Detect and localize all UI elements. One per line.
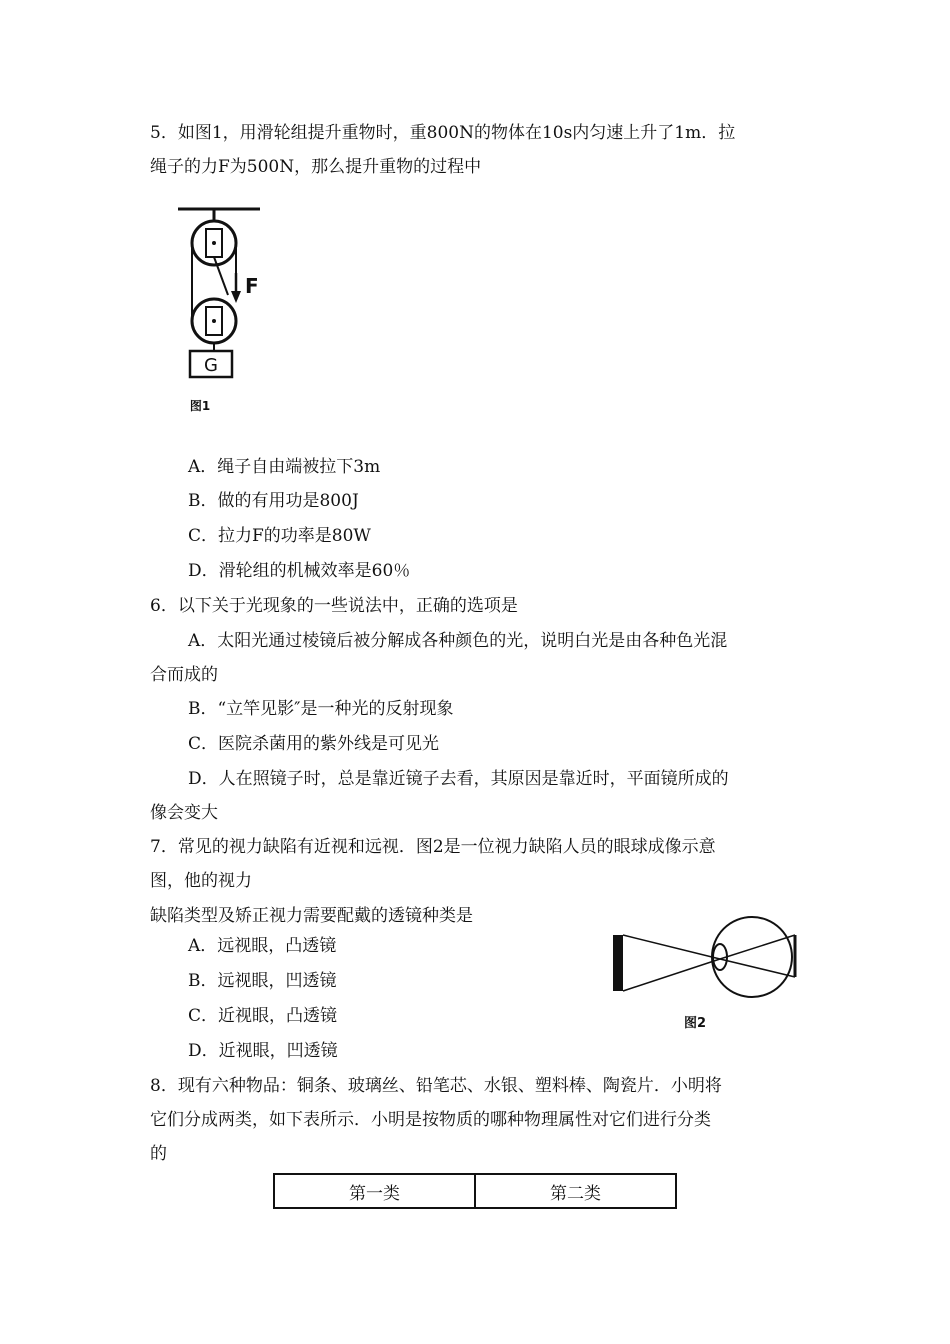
- classification-table: [273, 1173, 677, 1209]
- q6-option-b: B．“立竿见影″是一种光的反射现象: [188, 699, 454, 719]
- weight-label: G: [204, 355, 218, 376]
- force-label: F: [245, 274, 259, 298]
- q7-option-a: A．远视眼，凸透镜: [188, 936, 337, 956]
- q7-option-b: B．远视眼，凹透镜: [188, 971, 337, 991]
- q7-option-c: C．近视眼，凸透镜: [188, 1006, 338, 1026]
- q7-option-d: D．近视眼，凹透镜: [188, 1041, 338, 1061]
- object-bar: [613, 935, 623, 991]
- q7-stem-line-1: 7．常见的视力缺陷有近视和远视．图2是一位视力缺陷人员的眼球成像示意: [150, 837, 716, 857]
- figure-1-caption: 图1: [189, 399, 211, 413]
- fixed-pulley-axle: [212, 241, 216, 245]
- q5-stem-line-2: 绳子的力F为500N，那么提升重物的过程中: [150, 157, 482, 177]
- q6-stem: 6．以下关于光现象的一些说法中，正确的选项是: [150, 596, 518, 616]
- table-header-class-1: 第一类: [274, 1174, 475, 1208]
- q5-option-b: B．做的有用功是800J: [188, 491, 359, 511]
- q6-option-c: C．医院杀菌用的紫外线是可见光: [188, 734, 440, 754]
- q6-option-a-line-1: A．太阳光通过棱镜后被分解成各种颜色的光，说明白光是由各种色光混: [188, 631, 728, 651]
- q7-stem-line-3: 缺陷类型及矫正视力需要配戴的透镜种类是: [150, 906, 473, 926]
- q8-stem-line-3: 的: [150, 1144, 167, 1164]
- figure-2-caption: 图2: [683, 1016, 707, 1031]
- force-arrow: [231, 291, 241, 303]
- q8-stem-line-2: 它们分成两类，如下表所示．小明是按物质的哪种物理属性对它们进行分类: [150, 1110, 711, 1130]
- q6-option-d-line-2: 像会变大: [150, 803, 218, 823]
- q6-option-a-line-2: 合而成的: [150, 665, 218, 685]
- q8-stem-line-1: 8．现有六种物品：铜条、玻璃丝、铅笔芯、水银、塑料棒、陶瓷片．小明将: [150, 1076, 722, 1096]
- eye-figure: [580, 905, 815, 1035]
- pulley-figure: [148, 195, 298, 420]
- q5-option-c: C．拉力F的功率是80W: [188, 526, 371, 546]
- q5-option-a: A．绳子自由端被拉下3m: [188, 457, 381, 477]
- q7-stem-line-2: 图，他的视力: [150, 871, 252, 891]
- table-header-row: [274, 1174, 676, 1208]
- q6-option-d-line-1: D．人在照镜子时，总是靠近镜子去看，其原因是靠近时，平面镜所成的: [188, 769, 729, 789]
- q5-stem-line-1: 5．如图1，用滑轮组提升重物时，重800N的物体在10s内匀速上升了1m．拉: [150, 123, 736, 143]
- movable-pulley-axle: [212, 319, 216, 323]
- q5-option-d: D．滑轮组的机械效率是60％: [188, 561, 411, 581]
- table-header-class-2: 第二类: [475, 1174, 676, 1208]
